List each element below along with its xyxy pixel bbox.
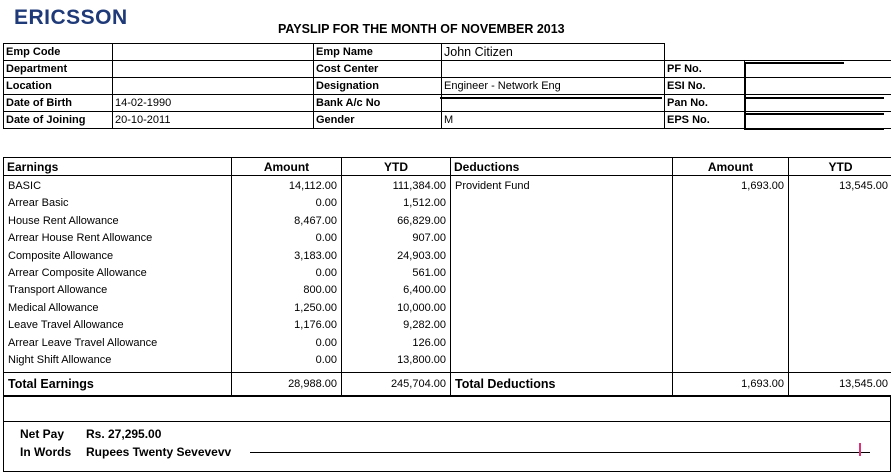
earning-amount: 0.00 (315, 353, 337, 366)
in-words-value: Rupees Twenty Sevevevv (86, 445, 232, 459)
deduction-amount: 1,693.00 (741, 180, 784, 192)
earning-amount: 14,112.00 (288, 180, 337, 192)
designation-value: Engineer - Network Eng (442, 78, 665, 95)
earning-amount: 3,183.00 (294, 249, 337, 262)
total-deductions-ytd: 13,545.00 (789, 373, 891, 396)
redaction-mark (744, 62, 746, 130)
earning-ytd: 66,829.00 (397, 214, 446, 227)
pink-mark (859, 443, 861, 456)
earning-name: BASIC (8, 180, 42, 192)
redaction-mark (250, 452, 870, 453)
totals-row (4, 373, 891, 396)
earning-amount: 1,250.00 (294, 301, 337, 314)
deductions-amount-column (673, 176, 789, 373)
redaction-mark (744, 113, 884, 115)
company-logo: ERICSSON (14, 6, 128, 29)
earning-ytd: 561.00 (412, 266, 446, 279)
earnings-ytd-column (342, 176, 451, 373)
deductions-ytd-column (789, 176, 891, 373)
pan-label: Pan No. (665, 95, 745, 112)
employee-row (4, 44, 891, 61)
earning-name: Composite Allowance (8, 249, 114, 262)
amount-header: Amount (232, 158, 342, 176)
emp-code-label: Emp Code (4, 44, 113, 61)
deduction-name: Provident Fund (455, 180, 530, 192)
total-deductions-label: Total Deductions (451, 373, 673, 396)
earning-name: Transport Allowance (8, 284, 108, 297)
pf-label: PF No. (665, 61, 745, 78)
deductions-names-column (451, 176, 673, 373)
earning-ytd: 13,800.00 (397, 353, 446, 366)
earning-ytd: 111,384.00 (392, 180, 446, 192)
earnings-deductions-table (3, 157, 891, 396)
department-value (113, 61, 314, 78)
earning-amount: 0.00 (315, 266, 337, 279)
dob-value: 14-02-1990 (113, 95, 314, 112)
net-pay-line (20, 427, 161, 441)
redaction-mark (744, 97, 884, 99)
earning-ytd: 907.00 (412, 232, 446, 245)
deductions-header: Deductions (451, 158, 673, 176)
location-value (113, 78, 314, 95)
earning-name: House Rent Allowance (8, 214, 119, 227)
dob-label: Date of Birth (4, 95, 113, 112)
doj-value: 20-10-2011 (113, 112, 314, 129)
redaction-mark (440, 97, 662, 99)
esi-label: ESI No. (665, 78, 745, 95)
employee-details-table (3, 43, 891, 129)
in-words-label: In Words (20, 445, 72, 459)
earnings-header: Earnings (4, 158, 232, 176)
earning-amount: 800.00 (303, 284, 337, 297)
net-pay-label: Net Pay (20, 427, 65, 441)
payslip-title: PAYSLIP FOR THE MONTH OF NOVEMBER 2013 (278, 22, 565, 36)
earning-amount: 1,176.00 (294, 319, 337, 332)
total-earnings-label: Total Earnings (4, 373, 232, 396)
earnings-body-row (4, 176, 891, 373)
redaction-mark (744, 62, 844, 64)
redaction-mark (744, 128, 884, 130)
esi-value (745, 78, 891, 95)
total-earnings-amount: 28,988.00 (232, 373, 342, 396)
blank-cell (745, 44, 891, 61)
emp-code-value (113, 44, 314, 61)
blank-cell (665, 44, 745, 61)
cost-center-value (442, 61, 665, 78)
total-earnings-ytd: 245,704.00 (342, 373, 451, 396)
earning-ytd: 10,000.00 (397, 301, 446, 314)
ytd-header: YTD (342, 158, 451, 176)
earning-amount: 0.00 (315, 232, 337, 245)
deduction-amount-header: Amount (673, 158, 789, 176)
earning-ytd: 126.00 (412, 336, 446, 349)
department-label: Department (4, 61, 113, 78)
location-label: Location (4, 78, 113, 95)
earnings-names-column (4, 176, 232, 373)
earning-ytd: 6,400.00 (403, 284, 446, 297)
gender-label: Gender (314, 112, 442, 129)
bank-label: Bank A/c No (314, 95, 442, 112)
employee-row (4, 78, 891, 95)
deduction-ytd: 13,545.00 (839, 180, 888, 192)
designation-label: Designation (314, 78, 442, 95)
earning-amount: 0.00 (315, 336, 337, 349)
gender-value: M (442, 112, 665, 129)
earnings-header-row (4, 158, 891, 176)
deduction-ytd-header: YTD (789, 158, 891, 176)
earning-name: Night Shift Allowance (8, 353, 112, 366)
cost-center-label: Cost Center (314, 61, 442, 78)
earning-amount: 8,467.00 (294, 214, 337, 227)
doj-label: Date of Joining (4, 112, 113, 129)
earning-ytd: 9,282.00 (403, 319, 446, 332)
section-divider (4, 421, 890, 422)
earning-name: Arrear Leave Travel Allowance (8, 336, 158, 349)
eps-label: EPS No. (665, 112, 745, 129)
emp-name-value: John Citizen (442, 44, 665, 61)
earning-name: Leave Travel Allowance (8, 319, 124, 332)
earning-ytd: 24,903.00 (397, 249, 446, 262)
earnings-amount-column (232, 176, 342, 373)
net-pay-value: Rs. 27,295.00 (86, 427, 162, 441)
total-deductions-amount: 1,693.00 (673, 373, 789, 396)
earning-name: Medical Allowance (8, 301, 99, 314)
earning-amount: 0.00 (315, 197, 337, 210)
earning-ytd: 1,512.00 (403, 197, 446, 210)
earning-name: Arrear House Rent Allowance (8, 232, 153, 245)
in-words-line (20, 445, 231, 459)
net-pay-section (3, 396, 891, 472)
earning-name: Arrear Basic (8, 197, 69, 210)
earning-name: Arrear Composite Allowance (8, 266, 147, 279)
emp-name-label: Emp Name (314, 44, 442, 61)
